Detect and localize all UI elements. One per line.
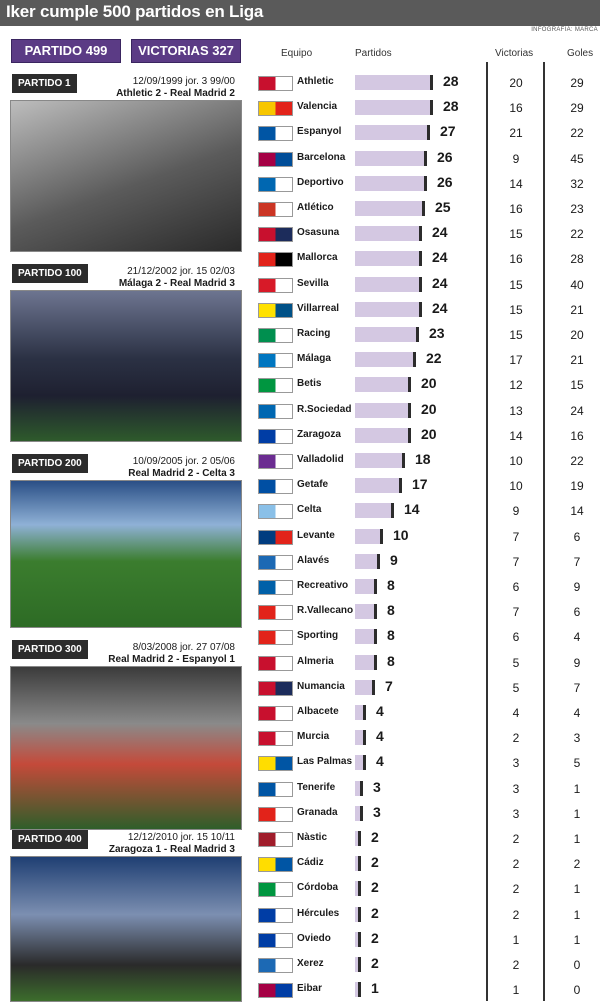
team-name: Celta — [297, 504, 322, 516]
victorias-value: 16 — [509, 252, 523, 267]
team-crest-icon — [258, 152, 293, 167]
victorias-value: 10 — [509, 479, 523, 494]
goles-value: 6 — [573, 605, 581, 620]
team-name: Getafe — [297, 479, 329, 491]
header-team: Equipo — [281, 48, 313, 59]
goles-value: 29 — [570, 101, 584, 116]
team-name: Barcelona — [297, 151, 346, 163]
header-goles: Goles — [567, 48, 594, 59]
partidos-bar — [355, 579, 377, 594]
team-crest-icon — [258, 504, 293, 519]
partidos-bar — [355, 352, 416, 367]
team-name: Oviedo — [297, 932, 331, 944]
victorias-value: 2 — [512, 832, 520, 846]
stats-table — [255, 0, 600, 1001]
victorias-value: 10 — [509, 454, 523, 468]
milestone-label: PARTIDO 100 — [12, 264, 88, 283]
team-crest-icon — [258, 605, 293, 620]
milestone-label: PARTIDO 1 — [12, 74, 77, 93]
partidos-value: 2 — [371, 854, 379, 871]
team-crest-icon — [258, 202, 293, 217]
team-name: Deportivo — [297, 176, 344, 188]
partidos-value: 20 — [421, 425, 437, 442]
team-name: Murcia — [297, 731, 330, 743]
team-crest-icon — [258, 630, 293, 645]
victorias-value: 1 — [512, 932, 520, 947]
goles-value: 1 — [573, 932, 581, 947]
goles-value: 21 — [570, 353, 584, 368]
partido-badge: PARTIDO 499 — [11, 39, 121, 63]
partidos-bar — [355, 856, 361, 871]
partidos-value: 4 — [376, 703, 384, 719]
goles-value: 6 — [573, 529, 581, 544]
team-name: Eibar — [297, 983, 323, 995]
column-divider — [486, 62, 488, 1001]
milestone-match: Athletic 2 - Real Madrid 2 — [116, 88, 235, 99]
milestone-photo — [10, 100, 242, 252]
partidos-bar — [355, 327, 419, 342]
team-name: Sevilla — [297, 277, 329, 289]
victorias-value: 17 — [509, 353, 523, 368]
team-name: Xerez — [297, 958, 324, 969]
partidos-bar — [355, 403, 411, 418]
partidos-bar — [355, 730, 366, 745]
victorias-value: 7 — [512, 554, 520, 569]
partidos-value: 2 — [371, 879, 379, 896]
team-name: Alavés — [297, 554, 330, 566]
partidos-bar — [355, 781, 363, 796]
team-crest-icon — [258, 681, 293, 696]
victorias-value: 5 — [512, 680, 520, 695]
goles-value: 9 — [573, 580, 581, 594]
team-crest-icon — [258, 656, 293, 671]
victorias-value: 2 — [512, 958, 520, 972]
victorias-badge: VICTORIAS 327 — [131, 39, 241, 63]
milestone-date: 12/09/1999 jor. 3 99/00 — [132, 76, 235, 87]
partidos-value: 8 — [387, 577, 395, 593]
partidos-bar — [355, 957, 361, 972]
milestone — [0, 830, 245, 1004]
team-name: Zaragoza — [297, 428, 341, 440]
team-crest-icon — [258, 580, 293, 595]
victorias-value: 15 — [509, 328, 523, 342]
partidos-value: 24 — [432, 299, 448, 316]
milestone-photo — [10, 290, 242, 442]
victorias-value: 14 — [509, 428, 523, 443]
team-crest-icon — [258, 177, 293, 192]
partidos-bar — [355, 100, 433, 115]
victorias-value: 7 — [512, 605, 520, 620]
partidos-value: 27 — [440, 123, 456, 140]
victorias-value: 16 — [509, 202, 523, 216]
goles-value: 1 — [573, 907, 581, 922]
partidos-value: 24 — [432, 224, 448, 241]
milestone-photo — [10, 480, 242, 628]
partidos-bar — [355, 478, 402, 493]
team-name: Hércules — [297, 907, 340, 919]
team-crest-icon — [258, 479, 293, 494]
victorias-value: 2 — [512, 907, 520, 922]
team-name: R.Vallecano — [297, 605, 354, 617]
team-crest-icon — [258, 756, 293, 771]
victorias-value: 3 — [512, 756, 520, 771]
victorias-value: 3 — [512, 806, 520, 821]
partidos-bar — [355, 503, 394, 518]
partidos-bar — [355, 932, 361, 947]
partidos-bar — [355, 655, 377, 670]
partidos-bar — [355, 151, 427, 166]
partidos-bar — [355, 176, 427, 191]
milestone-photo — [10, 856, 242, 1002]
credit-text: INFOGRAFIA: MARCA — [531, 27, 598, 33]
partidos-value: 8 — [387, 627, 395, 644]
partidos-bar — [355, 982, 361, 997]
victorias-value: 12 — [509, 378, 523, 393]
milestone-date: 21/12/2002 jor. 15 02/03 — [127, 266, 235, 277]
milestone — [0, 454, 245, 630]
team-crest-icon — [258, 933, 293, 948]
team-crest-icon — [258, 429, 293, 444]
partidos-bar — [355, 806, 363, 821]
goles-value: 7 — [573, 554, 581, 569]
partidos-bar — [355, 251, 422, 266]
goles-value: 20 — [570, 328, 584, 342]
goles-value: 22 — [570, 126, 584, 141]
partidos-bar — [355, 302, 422, 317]
partidos-bar — [355, 705, 366, 720]
milestones-column — [0, 70, 245, 1001]
partidos-value: 18 — [415, 451, 431, 467]
goles-value: 32 — [570, 176, 584, 191]
header-partidos: Partidos — [355, 48, 392, 59]
team-crest-icon — [258, 882, 293, 897]
team-name: Numancia — [297, 680, 345, 692]
team-name: Espanyol — [297, 126, 342, 138]
team-name: R.Sociedad — [297, 403, 352, 415]
team-name: Málaga — [297, 353, 331, 365]
team-crest-icon — [258, 278, 293, 293]
team-crest-icon — [258, 227, 293, 242]
victorias-value: 14 — [509, 176, 523, 191]
partidos-value: 28 — [443, 98, 459, 115]
team-crest-icon — [258, 782, 293, 797]
team-name: Tenerife — [297, 781, 336, 793]
partidos-bar — [355, 277, 422, 292]
victorias-value: 9 — [512, 504, 520, 519]
goles-value: 1 — [573, 781, 581, 796]
milestone-match: Zaragoza 1 - Real Madrid 3 — [108, 844, 235, 855]
team-crest-icon — [258, 706, 293, 721]
team-crest-icon — [258, 807, 293, 822]
victorias-value: 15 — [509, 302, 523, 317]
milestone-date: 8/03/2008 jor. 27 07/08 — [132, 642, 235, 653]
team-name: Mallorca — [297, 252, 338, 264]
victorias-value: 15 — [509, 277, 523, 292]
partidos-value: 28 — [443, 73, 459, 89]
team-crest-icon — [258, 126, 293, 141]
team-name: Valladolid — [297, 454, 344, 465]
partidos-value: 14 — [404, 501, 420, 518]
goles-value: 4 — [573, 630, 581, 645]
partidos-value: 4 — [376, 753, 384, 770]
goles-value: 1 — [573, 806, 581, 821]
partidos-bar — [355, 201, 425, 216]
team-crest-icon — [258, 101, 293, 116]
victorias-value: 13 — [509, 403, 523, 418]
partidos-value: 26 — [437, 173, 453, 190]
team-crest-icon — [258, 832, 293, 847]
victorias-value: 15 — [509, 227, 523, 242]
team-crest-icon — [258, 731, 293, 746]
milestone-date: 12/12/2010 jor. 15 10/11 — [127, 832, 235, 843]
milestone-label: PARTIDO 400 — [12, 830, 88, 849]
team-crest-icon — [258, 454, 293, 469]
goles-value: 0 — [573, 958, 581, 972]
milestone-match: Real Madrid 2 - Celta 3 — [128, 468, 235, 479]
header-victorias: Victorias — [495, 48, 534, 59]
partidos-value: 1 — [371, 980, 379, 997]
team-crest-icon — [258, 555, 293, 570]
column-divider — [543, 62, 545, 1001]
team-name: Almeria — [297, 655, 334, 667]
partidos-bar — [355, 428, 411, 443]
goles-value: 3 — [573, 731, 581, 746]
partidos-value: 2 — [371, 904, 379, 921]
goles-value: 4 — [573, 706, 581, 720]
partidos-value: 26 — [437, 148, 453, 165]
victorias-value: 4 — [512, 706, 520, 720]
partidos-bar — [355, 831, 361, 846]
team-crest-icon — [258, 908, 293, 923]
partidos-value: 8 — [387, 602, 395, 619]
team-name: Levante — [297, 529, 335, 541]
victorias-value: 2 — [512, 731, 520, 746]
goles-value: 19 — [570, 479, 584, 494]
partidos-value: 9 — [390, 551, 398, 568]
milestone — [0, 74, 245, 254]
goles-value: 1 — [573, 832, 581, 846]
milestone — [0, 640, 245, 832]
goles-value: 16 — [570, 428, 584, 443]
victorias-value: 7 — [512, 529, 520, 544]
goles-value: 24 — [570, 403, 584, 418]
victorias-value: 6 — [512, 630, 520, 645]
partidos-bar — [355, 226, 422, 241]
partidos-bar — [355, 907, 361, 922]
team-crest-icon — [258, 404, 293, 419]
goles-value: 23 — [570, 202, 584, 216]
partidos-value: 25 — [435, 199, 451, 215]
victorias-value: 1 — [512, 983, 520, 998]
partidos-value: 10 — [393, 526, 409, 543]
victorias-value: 6 — [512, 580, 520, 594]
partidos-bar — [355, 755, 366, 770]
partidos-value: 2 — [371, 955, 379, 971]
partidos-value: 2 — [371, 829, 379, 845]
milestone-label: PARTIDO 300 — [12, 640, 88, 659]
milestone-photo — [10, 666, 242, 830]
goles-value: 28 — [570, 252, 584, 267]
goles-value: 22 — [570, 227, 584, 242]
partidos-bar — [355, 529, 383, 544]
team-crest-icon — [258, 328, 293, 343]
partidos-bar — [355, 125, 430, 140]
goles-value: 21 — [570, 302, 584, 317]
victorias-value: 21 — [509, 126, 523, 141]
milestone-label: PARTIDO 200 — [12, 454, 88, 473]
team-name: Atlético — [297, 202, 334, 213]
partidos-value: 8 — [387, 652, 395, 669]
team-name: Córdoba — [297, 882, 339, 894]
team-crest-icon — [258, 252, 293, 267]
partidos-bar — [355, 629, 377, 644]
goles-value: 14 — [570, 504, 584, 519]
goles-value: 15 — [570, 378, 584, 393]
partidos-bar — [355, 75, 433, 90]
page-title: Iker cumple 500 partidos en Liga — [6, 2, 264, 21]
partidos-value: 20 — [421, 375, 437, 392]
team-crest-icon — [258, 378, 293, 393]
victorias-value: 2 — [512, 857, 520, 872]
milestone-match: Real Madrid 2 - Espanyol 1 — [108, 654, 235, 665]
team-name: Osasuna — [297, 227, 340, 239]
team-name: Recreativo — [297, 580, 349, 591]
partidos-value: 4 — [376, 728, 384, 745]
team-crest-icon — [258, 983, 293, 998]
goles-value: 29 — [570, 76, 584, 90]
partidos-bar — [355, 554, 380, 569]
milestone-match: Málaga 2 - Real Madrid 3 — [118, 278, 235, 289]
milestone — [0, 264, 245, 444]
partidos-bar — [355, 453, 405, 468]
team-crest-icon — [258, 353, 293, 368]
team-name: Granada — [297, 806, 338, 818]
team-name: Villarreal — [297, 302, 340, 314]
partidos-value: 17 — [412, 476, 428, 493]
victorias-value: 2 — [512, 882, 520, 897]
team-crest-icon — [258, 303, 293, 318]
goles-value: 2 — [573, 857, 581, 872]
team-name: Betis — [297, 378, 322, 390]
victorias-value: 16 — [509, 101, 523, 116]
partidos-bar — [355, 604, 377, 619]
victorias-value: 3 — [512, 781, 520, 796]
team-name: Athletic — [297, 76, 334, 87]
goles-value: 5 — [573, 756, 581, 771]
team-name: Racing — [297, 328, 331, 339]
victorias-value: 9 — [512, 151, 520, 166]
team-crest-icon — [258, 76, 293, 91]
goles-value: 1 — [573, 882, 581, 897]
partidos-value: 2 — [371, 929, 379, 946]
victorias-value: 5 — [512, 655, 520, 670]
team-crest-icon — [258, 958, 293, 973]
team-name: Albacete — [297, 706, 339, 717]
team-name: Las Palmas — [297, 756, 353, 768]
partidos-value: 23 — [429, 325, 445, 341]
partidos-value: 24 — [432, 274, 448, 291]
partidos-value: 3 — [373, 778, 381, 795]
victorias-value: 20 — [509, 76, 523, 90]
goles-value: 40 — [570, 277, 584, 292]
team-crest-icon — [258, 857, 293, 872]
team-name: Valencia — [297, 101, 338, 113]
goles-value: 7 — [573, 680, 581, 695]
goles-value: 22 — [570, 454, 584, 468]
partidos-value: 3 — [373, 803, 381, 820]
team-name: Sporting — [297, 630, 339, 642]
goles-value: 45 — [570, 151, 584, 166]
team-name: Cádiz — [297, 857, 324, 869]
partidos-bar — [355, 881, 361, 896]
partidos-bar — [355, 680, 375, 695]
goles-value: 9 — [573, 655, 581, 670]
goles-value: 0 — [573, 983, 581, 998]
partidos-bar — [355, 377, 411, 392]
team-name: Nàstic — [297, 832, 328, 843]
partidos-value: 24 — [432, 249, 448, 266]
partidos-value: 20 — [421, 400, 437, 417]
partidos-value: 22 — [426, 350, 442, 367]
milestone-date: 10/09/2005 jor. 2 05/06 — [132, 456, 235, 467]
team-crest-icon — [258, 530, 293, 545]
partidos-value: 7 — [385, 677, 393, 694]
